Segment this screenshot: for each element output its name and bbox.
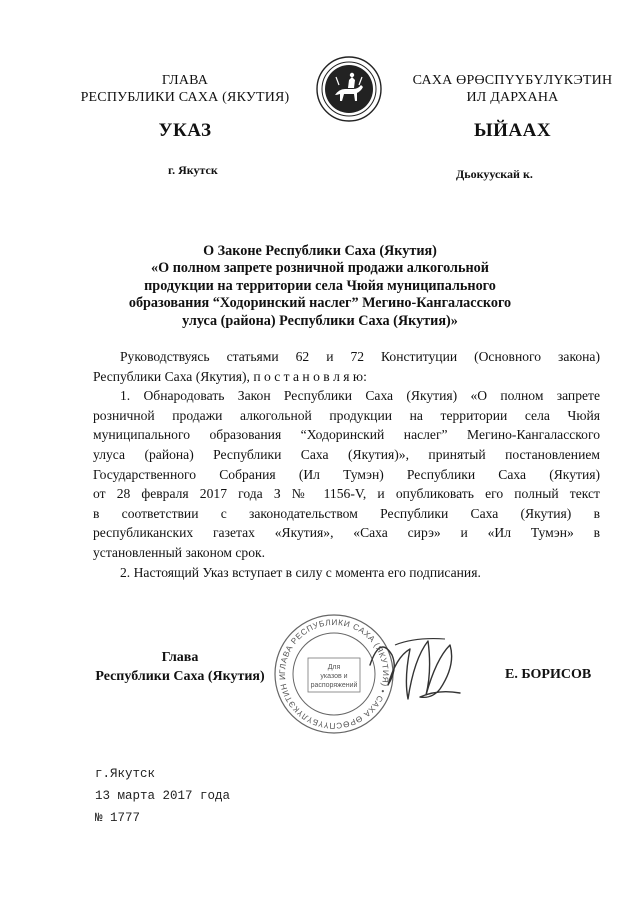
body-line: в соответствии с законодательством Республики Саха (Якутия) в xyxy=(93,505,600,521)
decree-title xyxy=(100,243,540,330)
decree-title-line: «О полном запрете розничной продажи алкогольной xyxy=(151,260,489,277)
registration-footer xyxy=(95,763,230,829)
place-of-issue-russian: г. Якутск xyxy=(168,163,218,177)
signatory-position-line1: Глава xyxy=(161,650,199,665)
body-line: установленный законом срок. xyxy=(93,544,266,560)
issuer-title-line1: ГЛАВА xyxy=(161,73,209,88)
body-line: республиканских газетах «Якутия», «Саха сирэ» и «Ил Тумэн» в xyxy=(93,525,600,541)
issuer-title-yakut-line2: ИЛ ДАРХАНА xyxy=(466,90,559,105)
decree-title-line: образования “Ходоринский наслег” Мегино-Кангаласского xyxy=(128,295,512,312)
document-type-russian: УКАЗ xyxy=(158,120,212,141)
issuer-header-yakut xyxy=(385,72,640,106)
body-line: улуса (района) Республики Саха (Якутия)», принятый постановлением xyxy=(93,446,600,462)
seal-inner-text: указов и xyxy=(320,673,348,680)
footer-date: 13 марта 2017 года xyxy=(95,789,231,803)
body-line: 2. Настоящий Указ вступает в силу с момента его подписания. xyxy=(120,564,481,580)
footer-city: г.Якутск xyxy=(95,767,156,781)
issuer-title-line2: РЕСПУБЛИКИ САХА (ЯКУТИЯ) xyxy=(80,90,290,105)
seal-inner-text: распоряжений xyxy=(310,682,358,689)
body-line: Республики Саха (Якутия), п о с т а н о в л я ю: xyxy=(93,368,367,384)
footer-number: № 1777 xyxy=(95,811,141,825)
signatory-position-line2: Республики Саха (Якутия) xyxy=(95,669,265,684)
seal-inner-text: Для xyxy=(327,664,341,671)
handwritten-signature-icon xyxy=(365,625,480,720)
decree-body xyxy=(93,347,600,582)
signatory-position xyxy=(90,648,270,686)
body-line: от 28 февраля 2017 года З № 1156-V, и опубликовать его полный текст xyxy=(93,486,600,502)
decree-title-line: продукции на территории села Чюйя муниципального xyxy=(144,277,496,294)
decree-title-line: О Законе Республики Саха (Якутия) xyxy=(203,243,437,259)
seal-outer-text: ГЛАВА РЕСПУБЛИКИ САХА (ЯКУТИЯ) • САХА ӨРӨСПҮҮБҮЛҮКЭТИН И xyxy=(277,617,391,731)
document-type-yakut: ЫЙААХ xyxy=(473,120,552,141)
place-of-issue-yakut: Дьокуускай к. xyxy=(456,167,533,181)
body-line: Государственного Собрания (Ил Тумэн) Республики Саха (Якутия) xyxy=(93,466,600,482)
issuer-header-russian xyxy=(60,72,310,106)
body-line: 1. Обнародовать Закон Республики Саха (Якутия) «О полном запрете xyxy=(120,388,600,404)
signatory-name: Е. БОРИСОВ xyxy=(505,667,592,682)
body-line: Руководствуясь статьями 62 и 72 Конституции (Основного закона) xyxy=(120,349,600,364)
body-line: муниципального образования “Ходоринский наслег” Мегино-Кангаласского xyxy=(93,427,600,443)
issuer-title-yakut-line1: САХА ӨРӨСПҮҮБҮЛҮКЭТИН xyxy=(412,73,613,88)
coat-of-arms-icon xyxy=(315,55,383,123)
body-line: розничной продажи алкогольной продукции на территории села Чюйя xyxy=(93,407,600,423)
decree-title-line: улуса (района) Республики Саха (Якутия)» xyxy=(182,312,458,329)
